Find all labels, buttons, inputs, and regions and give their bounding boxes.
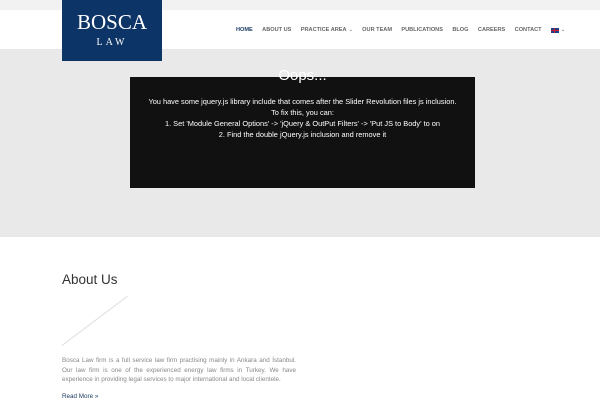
uk-flag-icon xyxy=(551,28,559,33)
chevron-down-icon: ⌄ xyxy=(348,27,353,33)
nav-practice-area[interactable] xyxy=(301,27,353,33)
nav-about-us[interactable]: ABOUT US xyxy=(262,27,292,33)
nav-contact[interactable]: CONTACT xyxy=(514,27,542,33)
nav-blog[interactable]: BLOG xyxy=(452,27,469,33)
about-title: About Us xyxy=(62,272,118,287)
nav-publications[interactable]: PUBLICATIONS xyxy=(401,27,443,33)
error-line: To fix this, you can: xyxy=(271,108,334,117)
read-more-link[interactable]: Read More » xyxy=(62,393,99,400)
hero-slider xyxy=(0,50,600,237)
nav-practice-area-label: PRACTICE AREA xyxy=(300,27,347,33)
chevron-down-icon: ⌄ xyxy=(560,27,566,33)
error-line: You have some jquery.js library include that comes after the Slider Revolution files js inclusion. xyxy=(148,97,457,106)
nav-careers[interactable]: CAREERS xyxy=(477,27,506,33)
error-line: 1. Set 'Module General Options' -> 'jQuery & OutPut Filters' -> 'Put JS to Body' to on xyxy=(164,119,441,128)
logo-subtitle: LAW xyxy=(96,37,128,48)
about-text: Bosca Law firm is a full service law firm practising mainly in Ankara and İstanbul. Our law firm is one of the experienced energy law firms in Turkey. We have experience in providing legal services to major international and local clientele. xyxy=(62,357,296,383)
language-switcher[interactable] xyxy=(551,27,565,33)
logo-wordmark: BOSCA xyxy=(76,10,148,34)
error-line: 2. Find the double jQuery.js inclusion and remove it xyxy=(218,130,387,139)
decorative-divider xyxy=(62,296,128,346)
nav-home[interactable]: HOME xyxy=(236,27,253,33)
slider-error-box xyxy=(130,67,475,188)
main-nav xyxy=(236,10,575,50)
site-logo[interactable] xyxy=(62,0,162,61)
nav-our-team[interactable]: OUR TEAM xyxy=(362,27,393,33)
error-title: Oops... xyxy=(278,67,327,84)
